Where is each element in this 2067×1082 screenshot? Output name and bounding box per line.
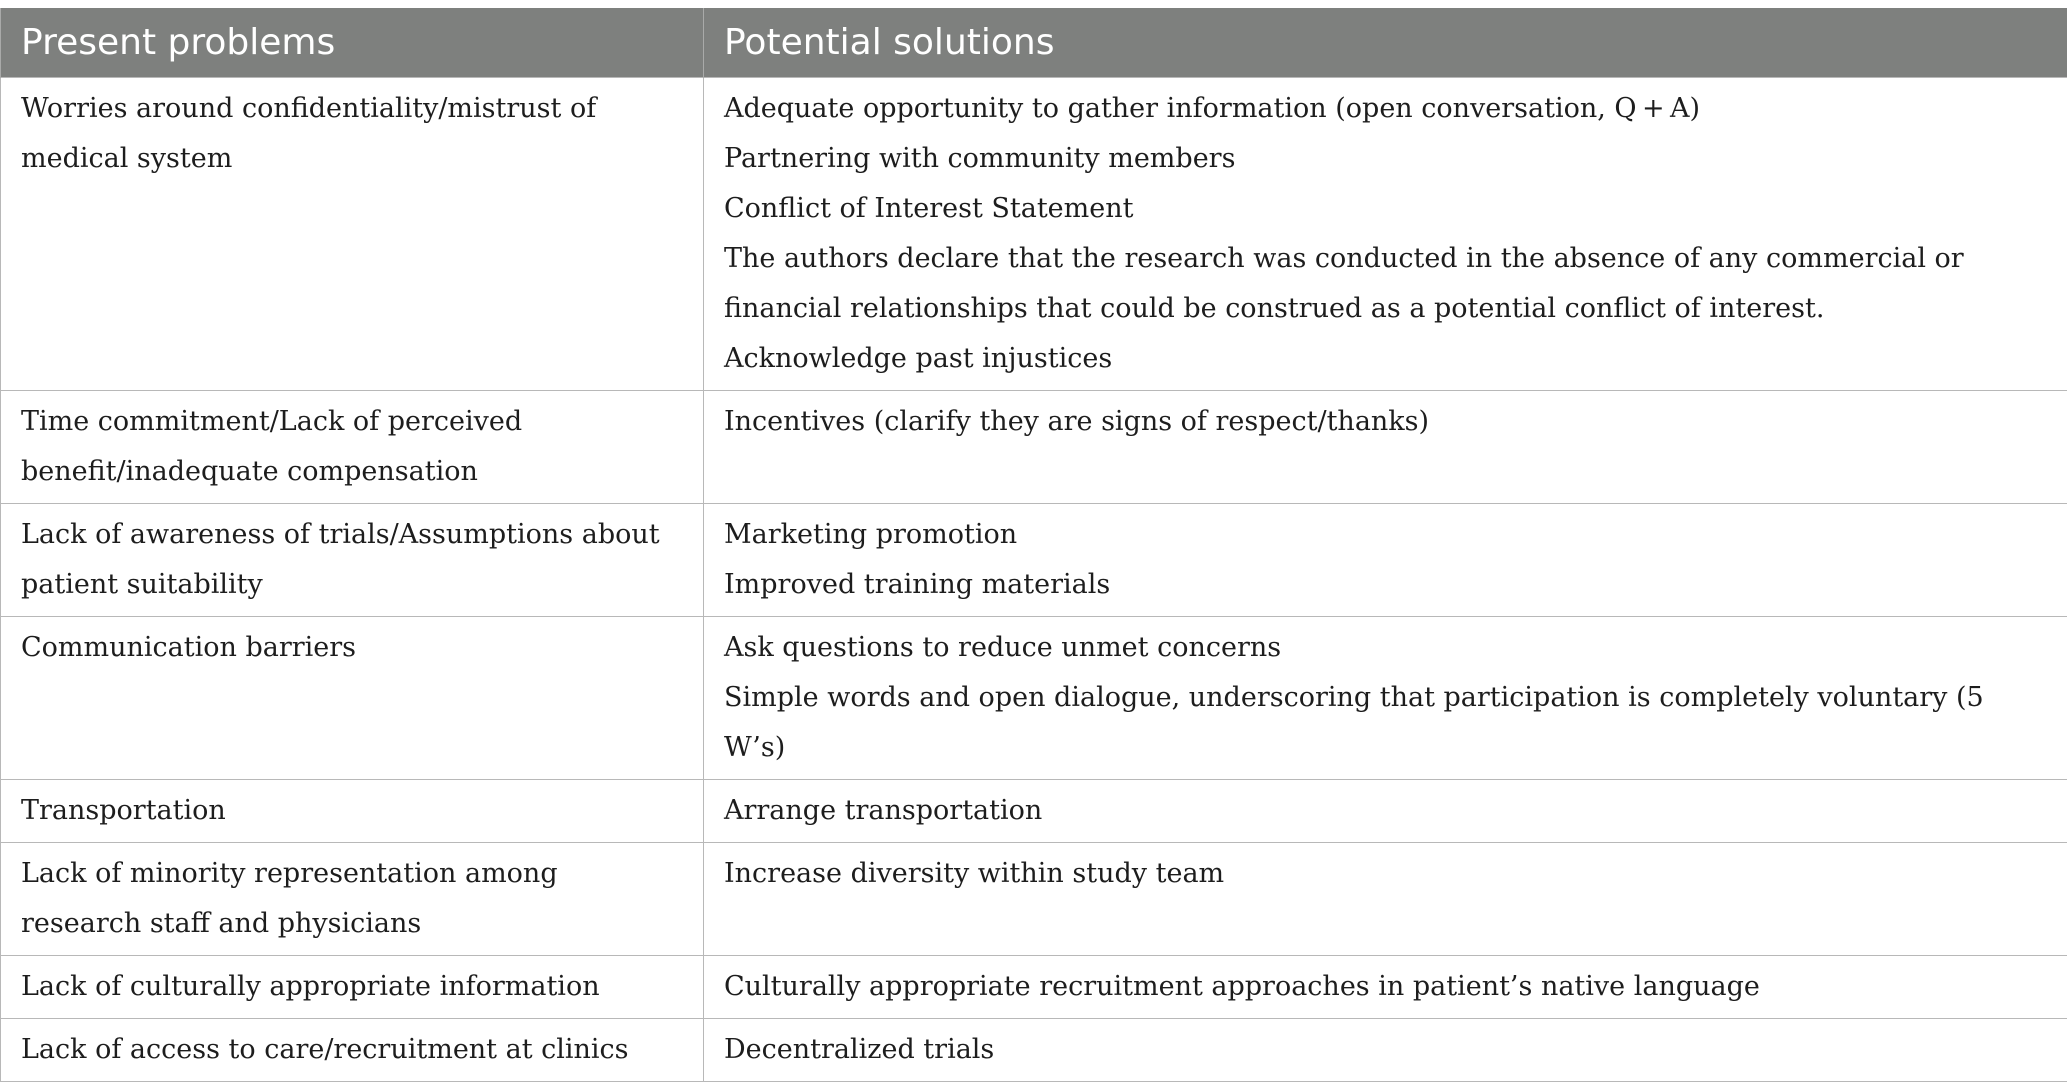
solutions-cell (704, 504, 2067, 617)
solution-item: Acknowledge past injustices (724, 334, 2047, 384)
solution-item: Ask questions to reduce unmet concerns (724, 623, 2047, 673)
solutions-cell (704, 780, 2067, 843)
table-row (1, 1019, 2067, 1082)
problem-cell: Communication barriers (1, 617, 704, 780)
solutions-cell (704, 956, 2067, 1019)
solution-item: Culturally appropriate recruitment approaches in patient’s native language (724, 962, 2047, 1012)
problem-cell: Lack of minority representation among research staff and physicians (1, 843, 704, 956)
solution-item: Conflict of Interest Statement (724, 184, 2047, 234)
solutions-cell (704, 78, 2067, 391)
solution-item: Adequate opportunity to gather information (open conversation, Q + A) (724, 84, 2047, 134)
table-body (1, 78, 2067, 1082)
header-present-problems: Present problems (1, 8, 704, 78)
solution-item: Decentralized trials (724, 1025, 2047, 1075)
table-row (1, 843, 2067, 956)
solutions-cell (704, 1019, 2067, 1082)
solutions-cell (704, 843, 2067, 956)
table-row (1, 78, 2067, 391)
problem-cell: Lack of culturally appropriate information (1, 956, 704, 1019)
solution-item: The authors declare that the research was conducted in the absence of any commercial or financial relationships that could be construed as a potential conflict of interest. (724, 234, 2047, 334)
table-row (1, 780, 2067, 843)
table-row (1, 617, 2067, 780)
problem-cell: Lack of access to care/recruitment at clinics (1, 1019, 704, 1082)
solution-item: Increase diversity within study team (724, 849, 2047, 899)
table-header (1, 8, 2067, 78)
problem-cell: Worries around confidentiality/mistrust of medical system (1, 78, 704, 391)
solution-item: Marketing promotion (724, 510, 2047, 560)
table-row (1, 391, 2067, 504)
solution-item: Arrange transportation (724, 786, 2047, 836)
header-potential-solutions: Potential solutions (704, 8, 2067, 78)
problem-cell: Lack of awareness of trials/Assumptions about patient suitability (1, 504, 704, 617)
problem-cell: Time commitment/Lack of perceived benefit/inadequate compensation (1, 391, 704, 504)
solution-item: Partnering with community members (724, 134, 2047, 184)
table-row (1, 504, 2067, 617)
problem-cell: Transportation (1, 780, 704, 843)
problems-solutions-table-container (0, 8, 2067, 1082)
solution-item: Incentives (clarify they are signs of respect/thanks) (724, 397, 2047, 447)
solution-item: Improved training materials (724, 560, 2047, 610)
header-row (1, 8, 2067, 78)
solution-item: Simple words and open dialogue, underscoring that participation is completely voluntary (5 W’s) (724, 673, 2047, 773)
solutions-cell (704, 391, 2067, 504)
table-row (1, 956, 2067, 1019)
problems-solutions-table (0, 8, 2067, 1082)
solutions-cell (704, 617, 2067, 780)
